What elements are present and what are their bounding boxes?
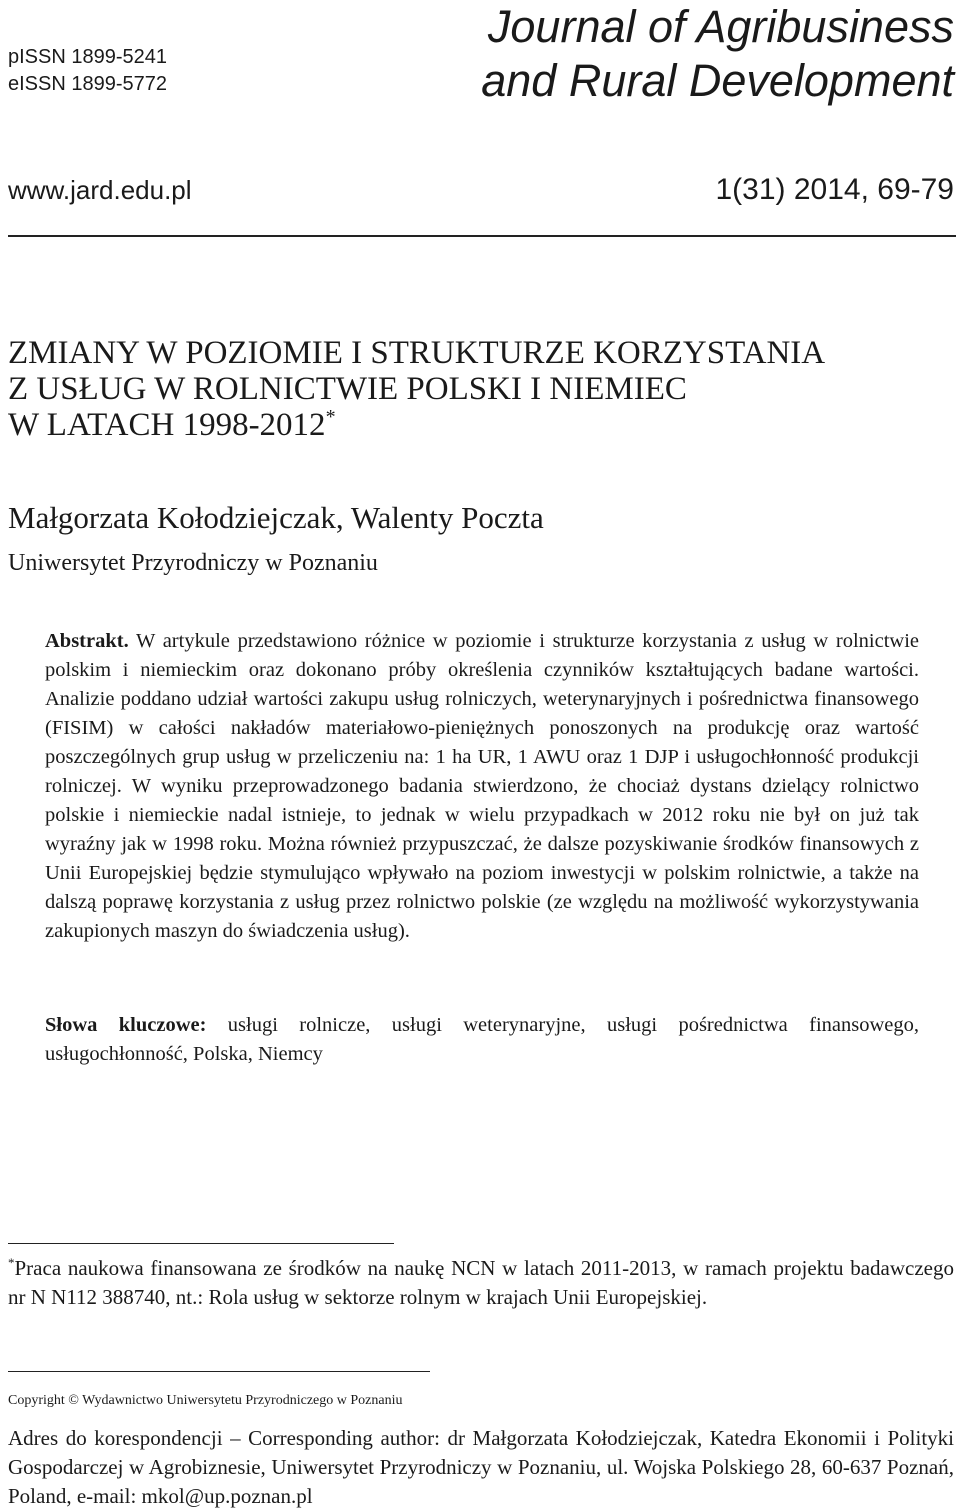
affiliation: Uniwersytet Przyrodniczy w Poznaniu bbox=[8, 550, 378, 576]
copyright-divider bbox=[8, 1371, 430, 1372]
journal-title-line1: Journal of Agribusiness bbox=[487, 1, 954, 52]
footnote bbox=[8, 1254, 954, 1312]
abstract-label: Abstrakt. bbox=[45, 630, 129, 652]
article-title bbox=[8, 335, 948, 443]
footnote-text: Praca naukowa finansowana ze środków na naukę NCN w latach 2011-2013, w ramach projektu badawczego nr N N112 388740, nt.: Rola usług w sektorze rolnym w krajach Unii Europejskiej. bbox=[8, 1256, 954, 1309]
authors: Małgorzata Kołodziejczak, Walenty Poczta bbox=[8, 500, 544, 535]
keywords bbox=[45, 1011, 919, 1069]
journal-url[interactable]: www.jard.edu.pl bbox=[8, 175, 192, 205]
abstract bbox=[45, 627, 919, 946]
issn-online: eISSN 1899-5772 bbox=[8, 73, 168, 95]
issn-block bbox=[8, 44, 167, 98]
journal-title bbox=[481, 0, 954, 108]
abstract-text: W artykule przedstawiono różnice w poziomie i strukturze korzystania z usług w rolnictwie polskim i niemieckim oraz dokonano próby określenia czynników kształtujących badane wartości. Analizie poddano udział wartości zakupu usług rolniczych, weterynaryjnych i pośrednictwa finansowego (FISIM) w całości nakładów materiałowo-pieniężnych ponoszonych na produkcję oraz wartość poszczególnych grup usług w przeliczeniu na: 1 ha UR, 1 AWU oraz 1 DJP i usługochłonność produkcji rolniczej. W wyniku przeprowadzonego badania stwierdzono, że chociaż dystans dzielący rolnictwo polskie i niemieckie nadal istnieje, to jednak w wielu przypadkach w 2012 roku nie był on już tak wyraźny jak w 1998 roku. Można również przypuszczać, że dalsze pozyskiwanie środków finansowych z Unii Europejskiej będzie stymulująco wpływało na poziom inwestycji w polskim rolnictwie, a także na dalszą poprawę korzystania z usług przez rolnictwo polskie (ze względu na możliwość wykorzystywania zakupionych maszyn do świadczenia usług). bbox=[45, 630, 919, 942]
keywords-label: Słowa kluczowe: bbox=[45, 1014, 207, 1036]
title-footnote-mark: * bbox=[325, 406, 336, 428]
issn-print: pISSN 1899-5241 bbox=[8, 46, 168, 68]
title-line-2: Z USŁUG W ROLNICTWIE POLSKI I NIEMIEC bbox=[8, 371, 687, 407]
correspondence-address: Adres do korespondencji – Corresponding author: dr Małgorzata Kołodziejczak, Katedra Ekonomii i Polityki Gospodarczej w Agrobiznesie, Uniwersytet Przyrodniczy w Poznaniu, ul. Wojska Polskiego 28, 60-637 Poznań, Poland, e-mail: mkol@up.poznan.pl bbox=[8, 1426, 954, 1508]
issue-info: 1(31) 2014, 69-79 bbox=[715, 173, 954, 206]
keywords-text: usługi rolnicze, usługi weterynaryjne, usługi pośrednictwa finansowego, usługochłonność, Polska, Niemcy bbox=[45, 1014, 919, 1065]
title-line-3 bbox=[8, 407, 948, 443]
footnote-divider bbox=[8, 1243, 394, 1244]
title-line-1: ZMIANY W POZIOMIE I STRUKTURZE KORZYSTANIA bbox=[8, 335, 826, 371]
footnote-mark: * bbox=[8, 1255, 15, 1270]
title-line-3-text: W LATACH 1998-2012 bbox=[8, 407, 326, 443]
copyright: Copyright © Wydawnictwo Uniwersytetu Przyrodniczego w Poznaniu bbox=[8, 1393, 403, 1408]
journal-title-line2: and Rural Development bbox=[481, 55, 954, 106]
header-divider bbox=[8, 235, 956, 237]
